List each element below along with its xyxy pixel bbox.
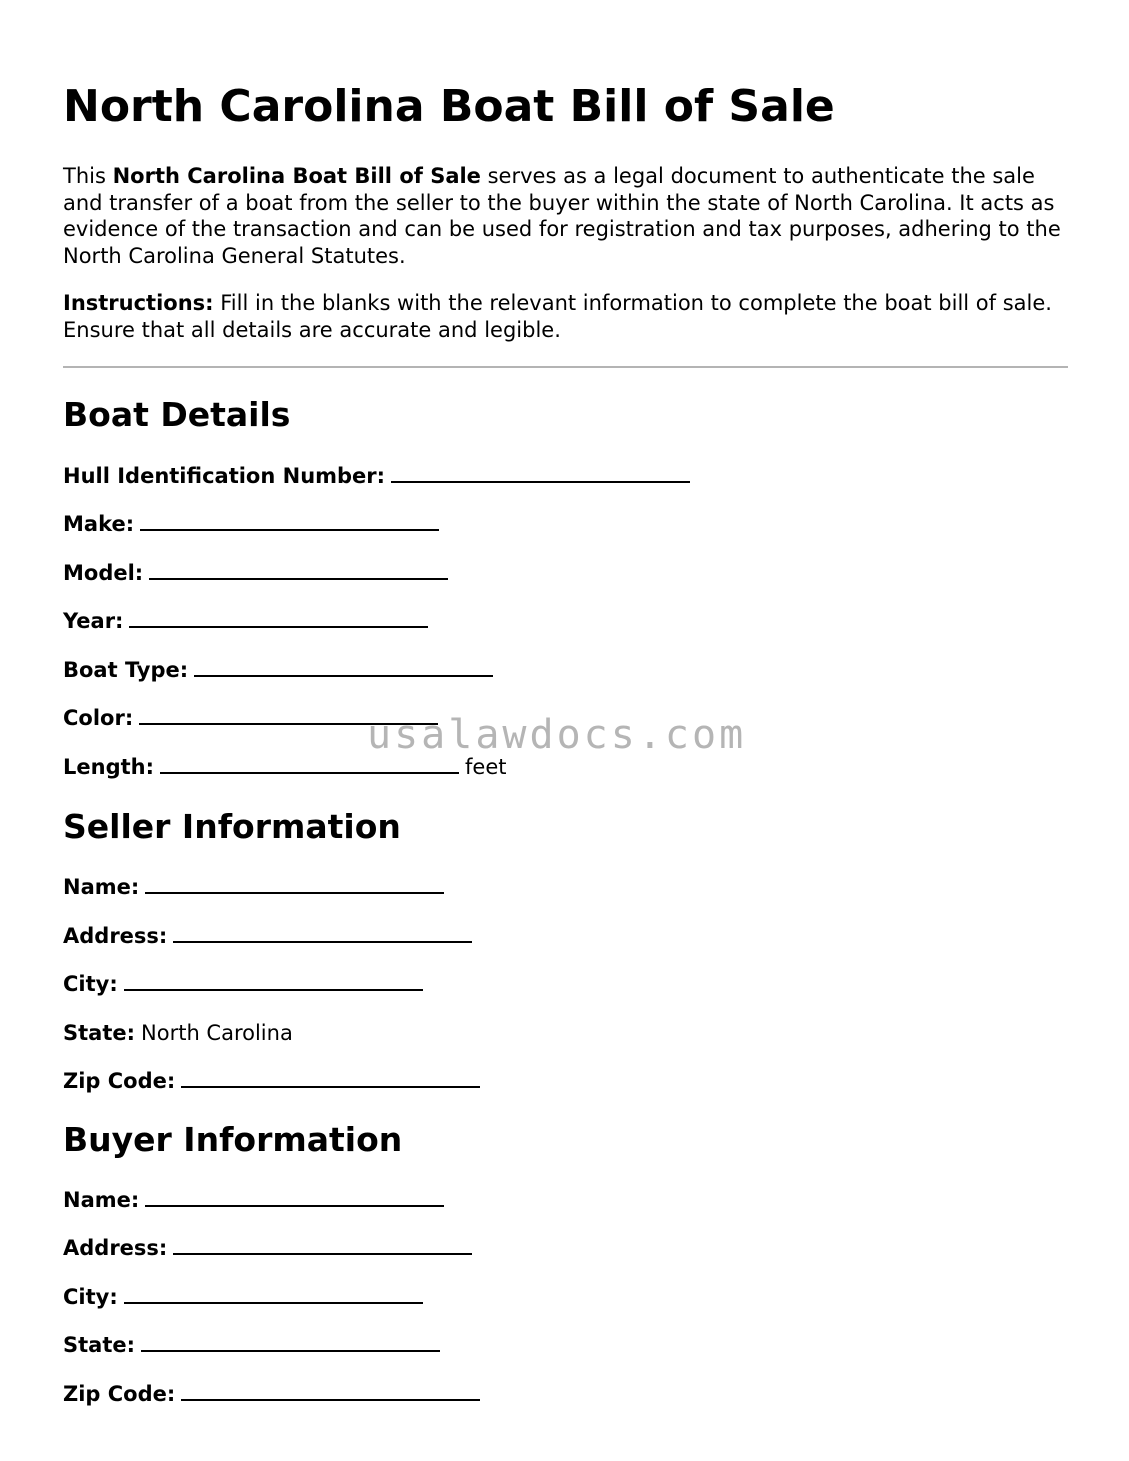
seller-name-blank[interactable] [145, 874, 444, 894]
seller-state-field [63, 1019, 293, 1047]
intro-body: serves as a legal document to authenticate the sale and transfer of a boat from the seller to the buyer within the state of North Carolina. It acts as evidence of the transaction and can be used for registration and tax purposes, adhering to the North Carolina General Statutes. [63, 164, 1061, 268]
document-title: North Carolina Boat Bill of Sale [63, 81, 835, 132]
hin-blank[interactable] [391, 463, 690, 483]
make-label: Make: [63, 512, 135, 536]
seller-zip-blank[interactable] [181, 1068, 480, 1088]
seller-state-value: North Carolina [141, 1021, 293, 1045]
length-label: Length: [63, 755, 154, 779]
intro-prefix: This [63, 164, 113, 188]
seller-city-field [63, 970, 423, 998]
buyer-state-blank[interactable] [141, 1332, 440, 1352]
length-unit: feet [465, 755, 507, 779]
hin-label: Hull Identification Number: [63, 464, 386, 488]
buyer-city-field [63, 1283, 423, 1311]
instructions-paragraph [63, 290, 1068, 343]
seller-info-heading: Seller Information [63, 807, 401, 846]
intro-paragraph [63, 163, 1068, 269]
intro-bold-title: North Carolina Boat Bill of Sale [112, 164, 481, 188]
seller-zip-label: Zip Code: [63, 1069, 176, 1093]
boat-type-blank[interactable] [194, 657, 493, 677]
buyer-zip-label: Zip Code: [63, 1382, 176, 1406]
color-label: Color: [63, 706, 134, 730]
buyer-city-blank[interactable] [124, 1284, 423, 1304]
instructions-text: Fill in the blanks with the relevant information to complete the boat bill of sale. Ensure that all details are accurate and legible. [63, 291, 1052, 342]
year-label: Year: [63, 609, 124, 633]
model-label: Model: [63, 561, 144, 585]
seller-name-field [63, 873, 444, 901]
watermark: usalawdocs.com [367, 712, 747, 758]
make-blank[interactable] [140, 511, 439, 531]
year-field [63, 607, 428, 635]
buyer-city-label: City: [63, 1285, 118, 1309]
buyer-name-blank[interactable] [145, 1187, 444, 1207]
make-field [63, 510, 439, 538]
seller-zip-field [63, 1067, 480, 1095]
seller-name-label: Name: [63, 875, 140, 899]
hin-field [63, 462, 690, 490]
boat-type-label: Boat Type: [63, 658, 189, 682]
seller-state-label: State: [63, 1021, 136, 1045]
buyer-name-field [63, 1186, 444, 1214]
buyer-address-blank[interactable] [173, 1235, 472, 1255]
buyer-zip-blank[interactable] [181, 1381, 480, 1401]
buyer-address-field [63, 1234, 472, 1262]
model-blank[interactable] [149, 560, 448, 580]
seller-address-blank[interactable] [173, 923, 472, 943]
buyer-info-heading: Buyer Information [63, 1120, 403, 1159]
boat-type-field [63, 656, 493, 684]
seller-address-field [63, 922, 472, 950]
buyer-zip-field [63, 1380, 480, 1408]
buyer-state-label: State: [63, 1333, 136, 1357]
buyer-state-field [63, 1331, 440, 1359]
year-blank[interactable] [129, 608, 428, 628]
instructions-label: Instructions: [63, 291, 214, 315]
seller-city-label: City: [63, 972, 118, 996]
seller-city-blank[interactable] [124, 971, 423, 991]
section-divider [63, 366, 1068, 368]
buyer-address-label: Address: [63, 1236, 168, 1260]
buyer-name-label: Name: [63, 1188, 140, 1212]
model-field [63, 559, 448, 587]
boat-details-heading: Boat Details [63, 395, 291, 434]
seller-address-label: Address: [63, 924, 168, 948]
